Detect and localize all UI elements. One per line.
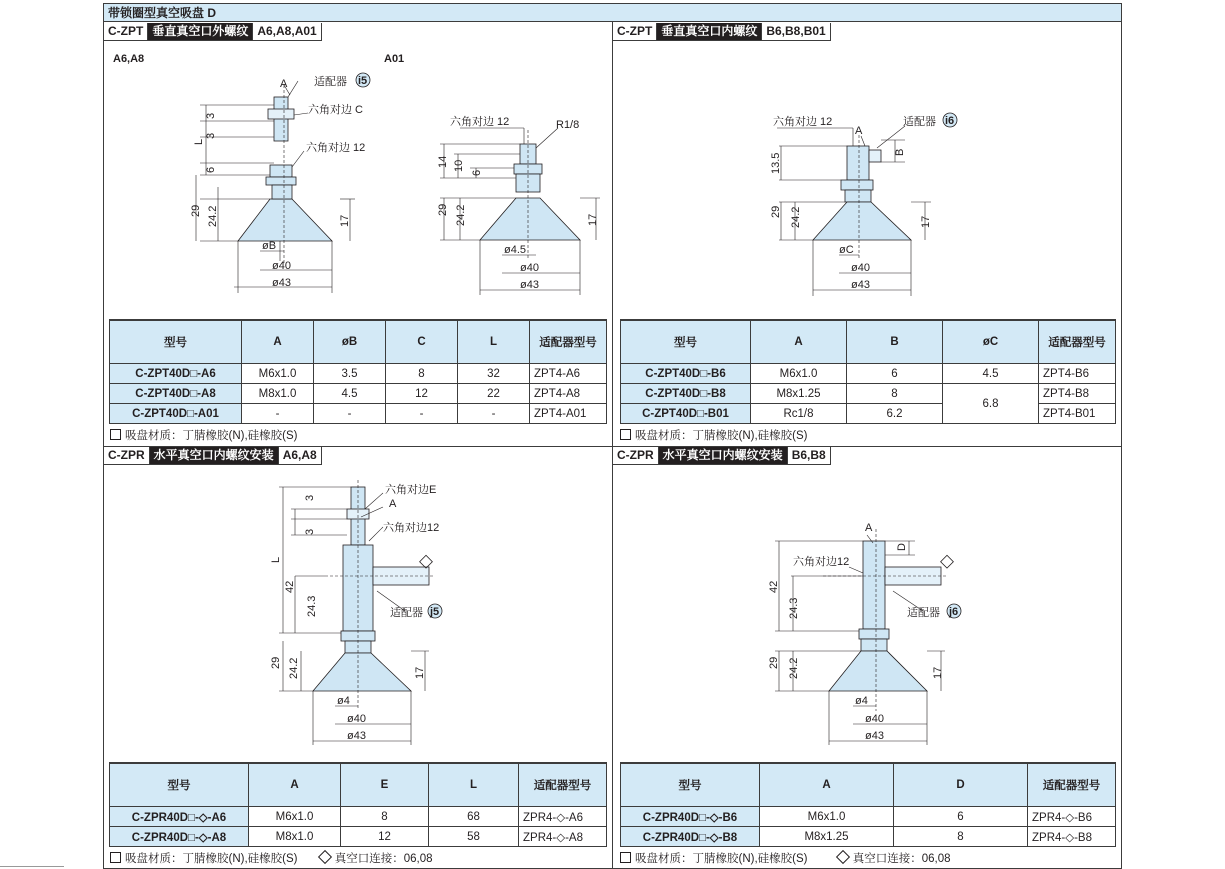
checkbox-square-icon (620, 852, 631, 863)
cell: 8 (341, 807, 429, 827)
table-header-row (110, 763, 607, 807)
dim-3a: 3 (304, 494, 316, 501)
material-note (110, 427, 298, 443)
dim-17: 17 (920, 215, 932, 228)
dim-13-5: 13.5 (770, 152, 782, 174)
model-cell: C-ZPT40D□-A01 (110, 404, 242, 424)
adapter-cell: ZPT4-A01 (530, 404, 607, 424)
cell: M8x1.25 (751, 384, 847, 404)
section-code: C-ZPT (104, 23, 148, 40)
material-note (110, 850, 432, 866)
note-text: 吸盘材质：丁腈橡胶(N),硅橡胶(S) (635, 853, 808, 865)
adapter-label: 适配器 (907, 607, 940, 619)
page-title: 带锁圈型真空吸盘 D (104, 4, 1121, 22)
model-cell: C-ZPT40D□-B6 (621, 364, 751, 384)
section-variants: B6,B8 (787, 447, 830, 464)
section-desc: 垂直真空口内螺纹 (657, 23, 761, 40)
dim-3b: 3 (304, 528, 316, 535)
dim-17: 17 (414, 666, 426, 679)
cell: 6 (894, 807, 1028, 827)
dim-l: L (270, 556, 282, 563)
cell: 4.5 (314, 384, 386, 404)
dim-o43: ø43 (851, 279, 870, 291)
col-header: 适配器型号 (519, 763, 607, 807)
section-code: C-ZPR (613, 447, 659, 464)
adapter-badge: i5 (358, 75, 368, 87)
section-variants: B6,B8,B01 (761, 23, 829, 40)
adapter-cell: ZPR4-◇-A6 (519, 807, 607, 827)
adapter-cell: ZPT4-B6 (1039, 364, 1116, 384)
table-row (621, 807, 1116, 827)
thread-r18: R1/8 (556, 119, 580, 131)
dim-oc: øC (839, 244, 854, 256)
model-cell: C-ZPR40D□-◇-A6 (110, 807, 249, 827)
dim-o40: ø40 (865, 713, 884, 725)
note-text: 吸盘材质：丁腈橡胶(N),硅橡胶(S) (125, 430, 298, 442)
adapter-badge: j5 (430, 606, 440, 618)
dim-24-2: 24.2 (790, 206, 802, 228)
hex-e-label: 六角对边E (385, 484, 437, 496)
dim-o40: ø40 (851, 262, 870, 274)
col-header: 型号 (621, 320, 751, 364)
checkbox-square-icon (620, 429, 631, 440)
table-row (110, 404, 607, 424)
dim-3a: 3 (205, 112, 217, 119)
dim-o4: ø4 (337, 695, 350, 707)
adapter-cell: ZPT4-B8 (1039, 384, 1116, 404)
section-header-zpt-a (104, 23, 322, 41)
dim-o43: ø43 (865, 730, 884, 742)
table-row (621, 364, 1116, 384)
adapter-cell: ZPT4-A6 (530, 364, 607, 384)
section-desc: 水平真空口内螺纹安装 (659, 447, 787, 464)
cell: 32 (458, 364, 530, 384)
adapter-cell: ZPR4-◇-B6 (1028, 807, 1116, 827)
col-header: 型号 (621, 763, 760, 807)
cell: M6x1.0 (242, 364, 314, 384)
table-row (110, 807, 607, 827)
cell: 3.5 (314, 364, 386, 384)
dim-29: 29 (768, 656, 780, 669)
cell: 8 (386, 364, 458, 384)
cell: 6.8 (943, 384, 1039, 424)
hex-12-label: 六角对边12 (793, 556, 850, 568)
table-header-row (621, 763, 1116, 807)
diamond-icon (836, 850, 850, 864)
section-variants: A6,A8,A01 (252, 23, 320, 40)
adapter-label: 适配器 (314, 76, 347, 88)
table-row (621, 404, 1116, 424)
spec-table-zpr-b (620, 762, 1116, 847)
dim-24-2: 24.2 (288, 657, 300, 679)
adapter-cell: ZPT4-B01 (1039, 404, 1116, 424)
checkbox-square-icon (110, 429, 121, 440)
drawing-zpr-b (763, 515, 963, 750)
cell: 8 (894, 827, 1028, 847)
adapter-badge: i6 (945, 115, 955, 127)
model-cell: C-ZPT40D□-B01 (621, 404, 751, 424)
dim-24-2: 24.2 (207, 205, 219, 227)
dim-24-2: 24.2 (455, 204, 467, 226)
col-header: øB (314, 320, 386, 364)
col-header: A (242, 320, 314, 364)
dim-b: B (894, 148, 906, 156)
cell: M8x1.0 (242, 384, 314, 404)
dim-24-3: 24.3 (788, 597, 800, 619)
col-header: 适配器型号 (1028, 763, 1116, 807)
table-row (621, 827, 1116, 847)
col-header: øC (943, 320, 1039, 364)
dim-29: 29 (270, 656, 282, 669)
cell: M6x1.0 (751, 364, 847, 384)
col-header: A (751, 320, 847, 364)
adapter-label: 适配器 (903, 116, 936, 128)
cell: - (386, 404, 458, 424)
dim-17: 17 (932, 666, 944, 679)
col-header: B (847, 320, 943, 364)
cell: - (242, 404, 314, 424)
section-variants: A6,A8 (278, 447, 321, 464)
adapter-label: 适配器 (390, 607, 423, 619)
dim-o40: ø40 (272, 260, 291, 272)
dim-29: 29 (770, 205, 782, 218)
hex-12-label: 六角对边 12 (450, 116, 510, 128)
note-text: 吸盘材质：丁腈橡胶(N),硅橡胶(S) (635, 430, 808, 442)
table-row (110, 384, 607, 404)
adapter-badge: j6 (949, 606, 959, 618)
dim-o40: ø40 (347, 713, 366, 725)
section-code: C-ZPR (104, 447, 150, 464)
col-header: E (341, 763, 429, 807)
port-note-text: 真空口连接：06,08 (334, 853, 433, 865)
section-header-zpr-b (613, 447, 831, 465)
section-desc: 水平真空口内螺纹安装 (150, 447, 278, 464)
material-note (620, 427, 808, 443)
hex-12-label: 六角对边 12 (306, 142, 366, 154)
dim-29: 29 (190, 204, 202, 217)
dim-24-3: 24.3 (306, 595, 318, 617)
drawing-zpt-a01 (430, 110, 610, 300)
dim-a: A (280, 78, 288, 90)
spec-table-zpr-a (109, 762, 607, 847)
col-header: C (386, 320, 458, 364)
table-header-row (621, 320, 1116, 364)
dim-o4: ø4 (855, 695, 868, 707)
section-code: C-ZPT (613, 23, 657, 40)
port-note-text: 真空口连接：06,08 (852, 853, 951, 865)
material-note (620, 850, 950, 866)
drawing-zpt-b (765, 110, 965, 300)
cell: M6x1.0 (249, 807, 341, 827)
col-header: 适配器型号 (1039, 320, 1116, 364)
cell: M8x1.25 (760, 827, 894, 847)
cell: 6.2 (847, 404, 943, 424)
cell: 6 (847, 364, 943, 384)
cell: 12 (386, 384, 458, 404)
dim-29: 29 (437, 203, 449, 216)
dim-6: 6 (471, 169, 483, 176)
table-header-row (110, 320, 607, 364)
cell: 8 (847, 384, 943, 404)
hex-c-label: 六角对边 C (308, 104, 363, 116)
dim-o4-5: ø4.5 (504, 244, 527, 256)
cell: M8x1.0 (249, 827, 341, 847)
dim-14: 14 (437, 155, 449, 168)
drawing-zpt-a6-a8 (180, 65, 380, 300)
col-header: L (429, 763, 519, 807)
dim-o43: ø43 (520, 279, 539, 291)
hex-12-label: 六角对边12 (383, 522, 440, 534)
cell: 4.5 (943, 364, 1039, 384)
section-desc: 垂直真空口外螺纹 (148, 23, 252, 40)
dim-a: A (389, 498, 397, 510)
port-diamond-icon (420, 555, 433, 568)
spec-table-zpt-b (620, 319, 1116, 424)
model-cell: C-ZPR40D□-◇-B8 (621, 827, 760, 847)
spec-table-zpt-a (109, 319, 607, 424)
model-cell: C-ZPT40D□-A8 (110, 384, 242, 404)
col-header: 适配器型号 (530, 320, 607, 364)
dim-o43: ø43 (347, 730, 366, 742)
port-diamond-icon (941, 555, 954, 568)
dim-17: 17 (339, 214, 351, 227)
col-header: 型号 (110, 763, 249, 807)
cell: 12 (341, 827, 429, 847)
col-header: A (249, 763, 341, 807)
dim-3b: 3 (205, 132, 217, 139)
checkbox-square-icon (110, 852, 121, 863)
sub-label-a01: A01 (384, 53, 405, 65)
col-header: 型号 (110, 320, 242, 364)
table-row (110, 364, 607, 384)
dim-42: 42 (768, 580, 780, 593)
adapter-cell: ZPR4-◇-B8 (1028, 827, 1116, 847)
dim-a: A (855, 125, 863, 137)
cell: 58 (429, 827, 519, 847)
hex-12-label: 六角对边 12 (773, 116, 833, 128)
col-header: D (894, 763, 1028, 807)
dim-24-2: 24.2 (788, 657, 800, 679)
dim-d: D (896, 543, 908, 551)
model-cell: C-ZPT40D□-B8 (621, 384, 751, 404)
adapter-cell: ZPR4-◇-A8 (519, 827, 607, 847)
adapter-cell: ZPT4-A8 (530, 384, 607, 404)
cell: M6x1.0 (760, 807, 894, 827)
col-header: L (458, 320, 530, 364)
page-edge-line (0, 866, 64, 867)
diamond-icon (318, 850, 332, 864)
table-row (621, 384, 1116, 404)
dim-10: 10 (453, 159, 465, 172)
note-text: 吸盘材质：丁腈橡胶(N),硅橡胶(S) (125, 853, 298, 865)
cell: 22 (458, 384, 530, 404)
dim-o40: ø40 (520, 262, 539, 274)
cell: 68 (429, 807, 519, 827)
cell: - (314, 404, 386, 424)
dim-a: A (865, 522, 873, 534)
sub-label-a6-a8: A6,A8 (113, 53, 145, 65)
section-header-zpt-b (613, 23, 831, 41)
cell: Rc1/8 (751, 404, 847, 424)
model-cell: C-ZPR40D□-◇-A8 (110, 827, 249, 847)
model-cell: C-ZPT40D□-A6 (110, 364, 242, 384)
dim-42: 42 (284, 580, 296, 593)
dim-17: 17 (587, 213, 599, 226)
dim-ob: øB (262, 240, 277, 252)
dim-6: 6 (205, 166, 217, 173)
col-header: A (760, 763, 894, 807)
section-header-zpr-a (104, 447, 322, 465)
dim-l: L (193, 138, 205, 145)
table-row (110, 827, 607, 847)
drawing-zpr-a (265, 475, 465, 750)
model-cell: C-ZPR40D□-◇-B6 (621, 807, 760, 827)
dim-o43: ø43 (272, 277, 291, 289)
cell: - (458, 404, 530, 424)
